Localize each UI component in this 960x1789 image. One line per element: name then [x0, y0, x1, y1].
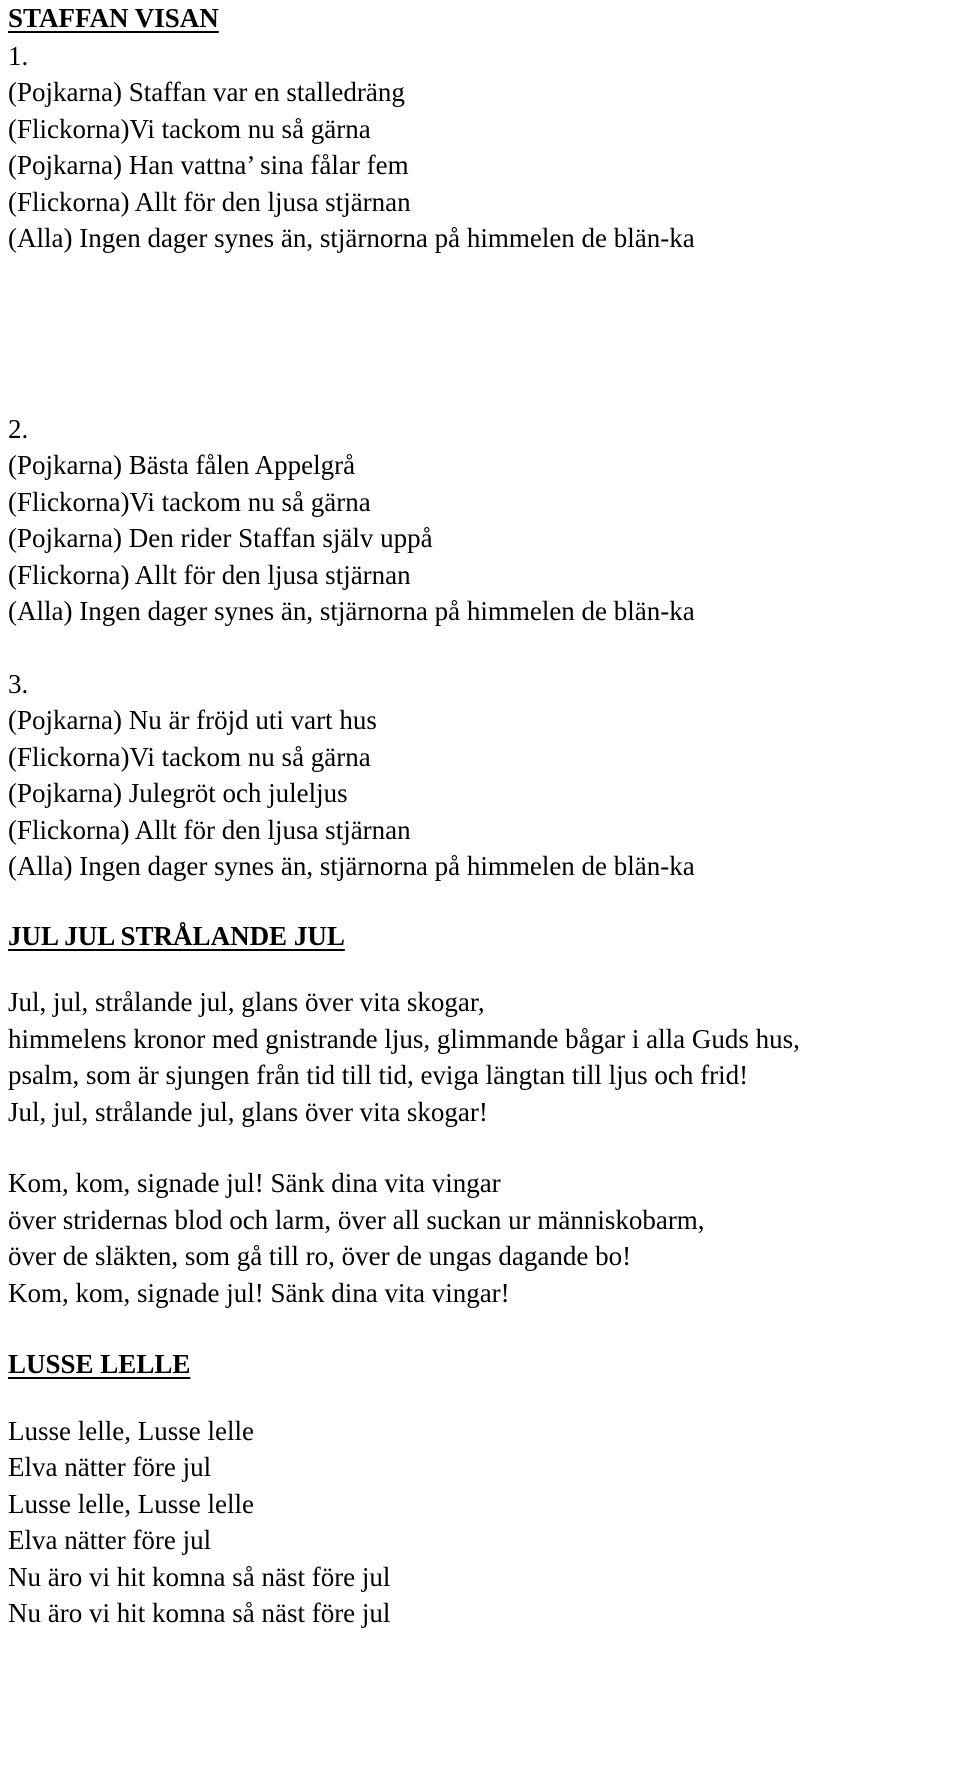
verse-line: (Alla) Ingen dager synes än, stjärnorna på himmelen de blän-ka	[8, 223, 695, 253]
stanza-line: Kom, kom, signade jul! Sänk dina vita vingar	[8, 1168, 501, 1198]
verse-number: 2.	[8, 413, 29, 444]
song-line: Nu äro vi hit komna så näst före jul	[8, 1598, 391, 1628]
song-title: STAFFAN VISAN	[8, 3, 219, 33]
song-line: Nu äro vi hit komna så näst före jul	[8, 1561, 391, 1592]
verse-1	[8, 38, 953, 257]
stanza-1	[8, 984, 953, 1130]
verse-number: 1.	[8, 40, 29, 71]
verse-3	[8, 666, 953, 885]
song-title: JUL JUL STRÅLANDE JUL	[8, 920, 345, 951]
stanza-line: himmelens kronor med gnistrande ljus, glimmande bågar i alla Guds hus,	[8, 1023, 800, 1054]
verse-number: 3.	[8, 668, 29, 699]
verse-line: (Pojkarna) Han vattna’ sina fålar fem	[8, 150, 409, 180]
verse-line: (Flickorna)Vi tackom nu så gärna	[8, 113, 371, 144]
song-title: LUSSE LELLE	[8, 1349, 191, 1379]
song-lusse-lelle	[8, 1346, 953, 1632]
song-jul-jul-stralande-jul	[8, 918, 953, 1312]
lyrics-page	[8, 0, 953, 1632]
verse-line: (Pojkarna) Nu är fröjd uti vart hus	[8, 705, 377, 735]
song-line: Lusse lelle, Lusse lelle	[8, 1488, 254, 1519]
song-line: Lusse lelle, Lusse lelle	[8, 1415, 254, 1446]
verse-2	[8, 411, 953, 630]
stanza-line: Kom, kom, signade jul! Sänk dina vita vingar!	[8, 1277, 510, 1308]
verse-line: (Pojkarna) Staffan var en stalledräng	[8, 77, 405, 107]
song-line: Elva nätter före jul	[8, 1525, 212, 1555]
verse-line: (Pojkarna) Julegröt och juleljus	[8, 778, 348, 808]
verse-line: (Flickorna)Vi tackom nu så gärna	[8, 741, 371, 772]
verse-line: (Flickorna)Vi tackom nu så gärna	[8, 486, 371, 517]
verse-line: (Flickorna) Allt för den ljusa stjärnan	[8, 186, 411, 217]
stanza-line: över de släkten, som gå till ro, över de ungas dagande bo!	[8, 1241, 632, 1271]
verse-line: (Pojkarna) Bästa fålen Appelgrå	[8, 450, 356, 480]
stanza-2	[8, 1165, 953, 1311]
verse-line: (Pojkarna) Den rider Staffan själv uppå	[8, 523, 433, 553]
stanza-line: Jul, jul, strålande jul, glans över vita skogar,	[8, 987, 485, 1017]
verse-line: (Flickorna) Allt för den ljusa stjärnan	[8, 814, 411, 845]
stanza-line: Jul, jul, strålande jul, glans över vita skogar!	[8, 1096, 488, 1127]
verse-line: (Alla) Ingen dager synes än, stjärnorna på himmelen de blän-ka	[8, 851, 695, 881]
verse-line: (Flickorna) Allt för den ljusa stjärnan	[8, 559, 411, 590]
song-line: Elva nätter före jul	[8, 1452, 212, 1482]
stanza-line: över stridernas blod och larm, över all suckan ur människobarm,	[8, 1204, 705, 1235]
song-staffan-visan	[8, 0, 953, 885]
verse-line: (Alla) Ingen dager synes än, stjärnorna på himmelen de blän-ka	[8, 596, 695, 626]
stanza-line: psalm, som är sjungen från tid till tid, eviga längtan till ljus och frid!	[8, 1060, 749, 1090]
